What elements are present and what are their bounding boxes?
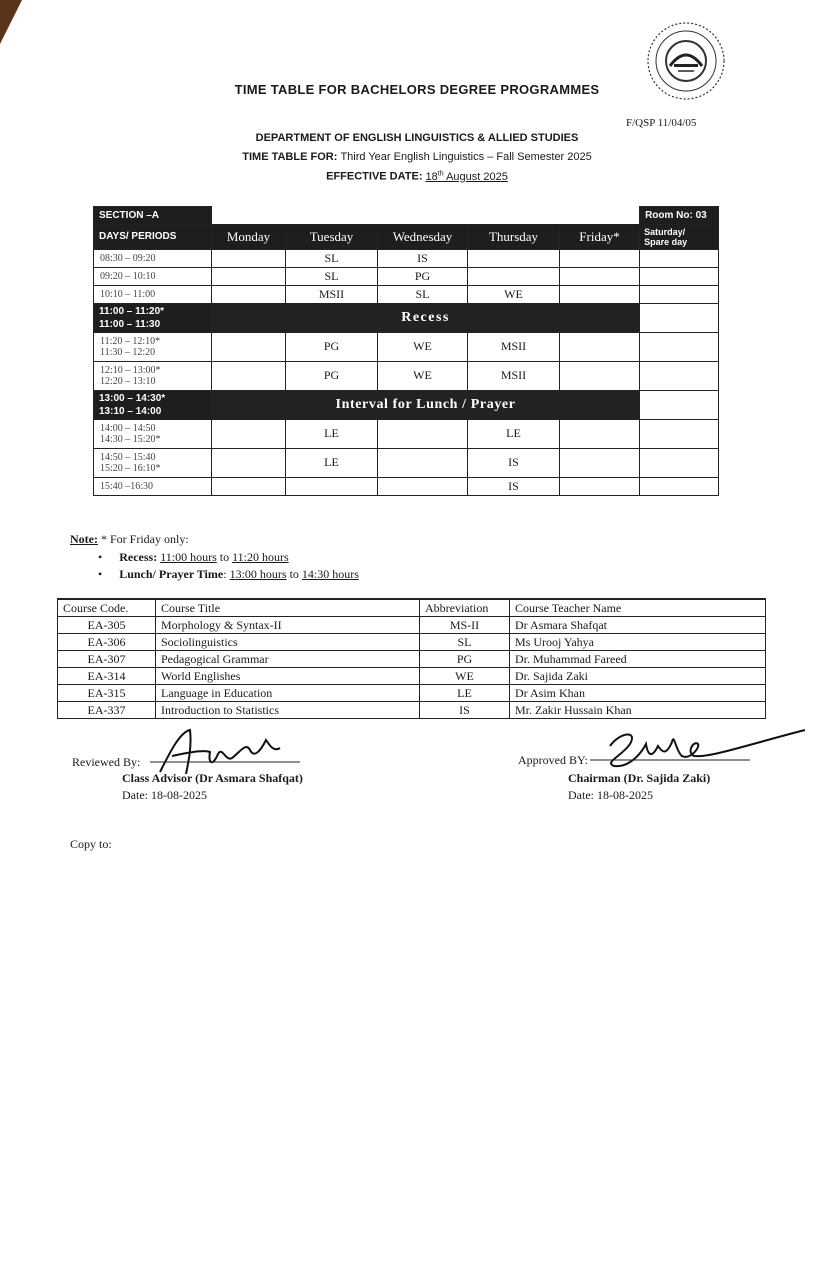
timetable-cell bbox=[560, 249, 640, 267]
timetable-row bbox=[94, 249, 719, 267]
course-title: Introduction to Statistics bbox=[156, 702, 420, 719]
timetable-cell: WE bbox=[378, 361, 468, 390]
timetable-cell bbox=[212, 285, 286, 303]
course-abbreviation: IS bbox=[420, 702, 510, 719]
period-time bbox=[94, 285, 212, 303]
timetable-cell: PG bbox=[286, 332, 378, 361]
reviewer-name: Class Advisor (Dr Asmara Shafqat) bbox=[122, 771, 303, 785]
day-monday: Monday bbox=[212, 224, 286, 249]
timetable-cell: LE bbox=[286, 419, 378, 448]
course-teacher: Ms Urooj Yahya bbox=[510, 634, 766, 651]
approved-by-label: Approved BY: bbox=[518, 753, 588, 767]
timetable-cell bbox=[212, 448, 286, 477]
lunch-time bbox=[94, 390, 212, 419]
timetable-cell bbox=[468, 267, 560, 285]
period-time-line: 15:40 –16:30 bbox=[100, 480, 154, 492]
course-title: Morphology & Syntax-II bbox=[156, 617, 420, 634]
timetable-for bbox=[0, 151, 834, 163]
timetable-cell: LE bbox=[286, 448, 378, 477]
effective-month-year: August 2025 bbox=[443, 170, 508, 183]
period-time-line: 09:20 – 10:10 bbox=[100, 270, 156, 282]
effective-day-suffix: th bbox=[437, 170, 444, 177]
timetable-cell: IS bbox=[468, 448, 560, 477]
timetable-cell bbox=[560, 267, 640, 285]
effective-day: 18 bbox=[425, 170, 438, 183]
course-title-header: Course Title bbox=[156, 599, 420, 617]
effective-date bbox=[0, 170, 834, 183]
timetable-cell bbox=[212, 477, 286, 495]
note bbox=[70, 532, 189, 547]
timetable-cell bbox=[640, 419, 719, 448]
lunch-time-regular: 13:10 – 14:00 bbox=[99, 405, 162, 417]
course-code: EA-315 bbox=[58, 685, 156, 702]
approved-date: Date: 18-08-2025 bbox=[568, 788, 653, 802]
course-code: EA-337 bbox=[58, 702, 156, 719]
timetable-cell bbox=[640, 285, 719, 303]
note-recess-to: 11:20 hours bbox=[232, 550, 289, 564]
timetable-cell: IS bbox=[468, 477, 560, 495]
course-table-body bbox=[58, 617, 766, 719]
course-title: Language in Education bbox=[156, 685, 420, 702]
teacher-header: Course Teacher Name bbox=[510, 599, 766, 617]
timetable-cell: LE bbox=[468, 419, 560, 448]
recess-band: Recess bbox=[212, 303, 640, 332]
timetable-cell bbox=[640, 477, 719, 495]
timetable-row bbox=[94, 477, 719, 495]
period-time-line: 11:20 – 12:10* bbox=[100, 335, 161, 347]
course-row bbox=[58, 651, 766, 668]
timetable-body-morning bbox=[94, 249, 719, 303]
course-teacher: Dr. Sajida Zaki bbox=[510, 668, 766, 685]
lunch-band: Interval for Lunch / Prayer bbox=[212, 390, 640, 419]
lunch-time-friday: 13:00 – 14:30* bbox=[99, 392, 166, 404]
course-abbreviation: PG bbox=[420, 651, 510, 668]
timetable-cell: MSII bbox=[468, 332, 560, 361]
recess-time bbox=[94, 303, 212, 332]
timetable-cell bbox=[560, 332, 640, 361]
course-code: EA-306 bbox=[58, 634, 156, 651]
timetable-cell bbox=[640, 249, 719, 267]
period-time-line: 15:20 – 16:10* bbox=[100, 462, 161, 474]
period-time-line: 12:20 – 13:10 bbox=[100, 375, 156, 387]
period-time-line: 10:10 – 11:00 bbox=[100, 288, 156, 300]
timetable-cell: MSII bbox=[286, 285, 378, 303]
course-table bbox=[57, 598, 766, 719]
period-time bbox=[94, 361, 212, 390]
page-corner-fold bbox=[0, 0, 22, 44]
approver-signature bbox=[590, 722, 810, 778]
room-number: Room No: 03 bbox=[640, 207, 719, 225]
course-row bbox=[58, 668, 766, 685]
timetable-for-label: TIME TABLE FOR: bbox=[242, 151, 338, 163]
day-saturday-spare bbox=[640, 224, 719, 249]
timetable-cell bbox=[560, 419, 640, 448]
course-code-header: Course Code. bbox=[58, 599, 156, 617]
note-recess bbox=[98, 550, 289, 565]
course-code: EA-314 bbox=[58, 668, 156, 685]
timetable-cell bbox=[286, 477, 378, 495]
timetable-cell bbox=[560, 477, 640, 495]
course-row bbox=[58, 617, 766, 634]
period-time-line: 14:00 – 14:50 bbox=[100, 422, 156, 434]
course-abbreviation: MS-II bbox=[420, 617, 510, 634]
timetable-row bbox=[94, 285, 719, 303]
period-time-line: 08:30 – 09:20 bbox=[100, 252, 156, 264]
note-lunch-from: 13:00 hours bbox=[229, 567, 287, 581]
timetable-cell bbox=[560, 361, 640, 390]
timetable-cell bbox=[468, 249, 560, 267]
course-teacher: Dr Asim Khan bbox=[510, 685, 766, 702]
timetable-cell bbox=[212, 419, 286, 448]
period-time bbox=[94, 332, 212, 361]
reviewed-date: Date: 18-08-2025 bbox=[122, 788, 207, 802]
course-code: EA-305 bbox=[58, 617, 156, 634]
timetable-cell bbox=[212, 361, 286, 390]
timetable-row bbox=[94, 361, 719, 390]
period-time bbox=[94, 249, 212, 267]
timetable-cell bbox=[212, 249, 286, 267]
spare-day-line1: Saturday/ bbox=[644, 226, 686, 237]
timetable-cell: SL bbox=[286, 267, 378, 285]
timetable-cell: SL bbox=[378, 285, 468, 303]
timetable-cell bbox=[560, 448, 640, 477]
day-thursday: Thursday bbox=[468, 224, 560, 249]
period-time-line: 12:10 – 13:00* bbox=[100, 364, 161, 376]
note-text: * For Friday only: bbox=[97, 532, 189, 546]
timetable-cell: IS bbox=[378, 249, 468, 267]
reviewed-by-label: Reviewed By: bbox=[72, 755, 141, 769]
header-spacer bbox=[212, 207, 640, 225]
period-time bbox=[94, 477, 212, 495]
copy-to-label: Copy to: bbox=[70, 837, 112, 851]
recess-time-regular: 11:00 – 11:30 bbox=[99, 318, 161, 330]
timetable-cell: PG bbox=[378, 267, 468, 285]
note-lunch: • Lunch/ Prayer Time: 13:00 hours to 14:30 hours bbox=[98, 567, 359, 582]
course-title: Sociolinguistics bbox=[156, 634, 420, 651]
course-abbreviation: LE bbox=[420, 685, 510, 702]
days-periods-label: DAYS/ PERIODS bbox=[94, 224, 212, 249]
timetable-cell: SL bbox=[286, 249, 378, 267]
note-lunch-label: Lunch/ Prayer Time bbox=[119, 567, 224, 581]
timetable-cell bbox=[378, 477, 468, 495]
note-recess-to-word: to bbox=[216, 550, 233, 564]
section-label: SECTION –A bbox=[94, 207, 212, 225]
course-code: EA-307 bbox=[58, 651, 156, 668]
course-teacher: Dr Asmara Shafqat bbox=[510, 617, 766, 634]
timetable-cell bbox=[212, 267, 286, 285]
timetable-body-midday bbox=[94, 332, 719, 390]
timetable-cell bbox=[640, 448, 719, 477]
timetable-cell bbox=[378, 448, 468, 477]
timetable-row bbox=[94, 267, 719, 285]
course-abbreviation: WE bbox=[420, 668, 510, 685]
course-abbreviation: SL bbox=[420, 634, 510, 651]
timetable-for-value: Third Year English Linguistics – Fall Semester 2025 bbox=[340, 151, 592, 163]
timetable-body-afternoon bbox=[94, 419, 719, 495]
period-time-line: 14:50 – 15:40 bbox=[100, 451, 156, 463]
spare-day-line2: Spare day bbox=[644, 236, 688, 247]
timetable-cell bbox=[560, 285, 640, 303]
day-wednesday: Wednesday bbox=[378, 224, 468, 249]
note-lunch-to-word: to bbox=[286, 567, 302, 581]
period-time-line: 11:30 – 12:20 bbox=[100, 346, 156, 358]
course-row bbox=[58, 685, 766, 702]
timetable-cell: MSII bbox=[468, 361, 560, 390]
day-friday: Friday* bbox=[560, 224, 640, 249]
approver-name: Chairman (Dr. Sajida Zaki) bbox=[568, 771, 711, 785]
period-time-line: 14:30 – 15:20* bbox=[100, 433, 161, 445]
period-time bbox=[94, 419, 212, 448]
timetable-cell bbox=[378, 419, 468, 448]
note-recess-label: Recess: bbox=[119, 550, 158, 564]
timetable-cell bbox=[640, 267, 719, 285]
abbreviation-header: Abbreviation bbox=[420, 599, 510, 617]
note-recess-from: 11:00 hours bbox=[160, 550, 217, 564]
timetable-row bbox=[94, 448, 719, 477]
period-time bbox=[94, 448, 212, 477]
course-title: Pedagogical Grammar bbox=[156, 651, 420, 668]
timetable-row bbox=[94, 419, 719, 448]
course-teacher: Dr. Muhammad Fareed bbox=[510, 651, 766, 668]
effective-date-value bbox=[426, 171, 508, 183]
period-time bbox=[94, 267, 212, 285]
timetable-cell bbox=[212, 332, 286, 361]
day-tuesday: Tuesday bbox=[286, 224, 378, 249]
timetable-cell: WE bbox=[378, 332, 468, 361]
course-row bbox=[58, 634, 766, 651]
timetable bbox=[93, 206, 719, 496]
effective-date-label: EFFECTIVE DATE: bbox=[326, 170, 423, 183]
timetable-cell: PG bbox=[286, 361, 378, 390]
recess-spare-cell bbox=[640, 303, 719, 332]
department-name: DEPARTMENT OF ENGLISH LINGUISTICS & ALLIED STUDIES bbox=[255, 132, 579, 144]
note-label: Note: bbox=[70, 532, 98, 546]
timetable-cell bbox=[640, 361, 719, 390]
lunch-spare-cell bbox=[640, 390, 719, 419]
timetable-cell bbox=[640, 332, 719, 361]
timetable-row bbox=[94, 332, 719, 361]
course-title: World Englishes bbox=[156, 668, 420, 685]
course-row bbox=[58, 702, 766, 719]
note-lunch-to: 14:30 hours bbox=[301, 567, 359, 581]
course-teacher: Mr. Zakir Hussain Khan bbox=[510, 702, 766, 719]
timetable-cell: WE bbox=[468, 285, 560, 303]
form-code: F/QSP 11/04/05 bbox=[626, 117, 697, 129]
recess-time-friday: 11:00 – 11:20* bbox=[99, 305, 165, 317]
main-title: TIME TABLE FOR BACHELORS DEGREE PROGRAMMES bbox=[234, 82, 600, 97]
